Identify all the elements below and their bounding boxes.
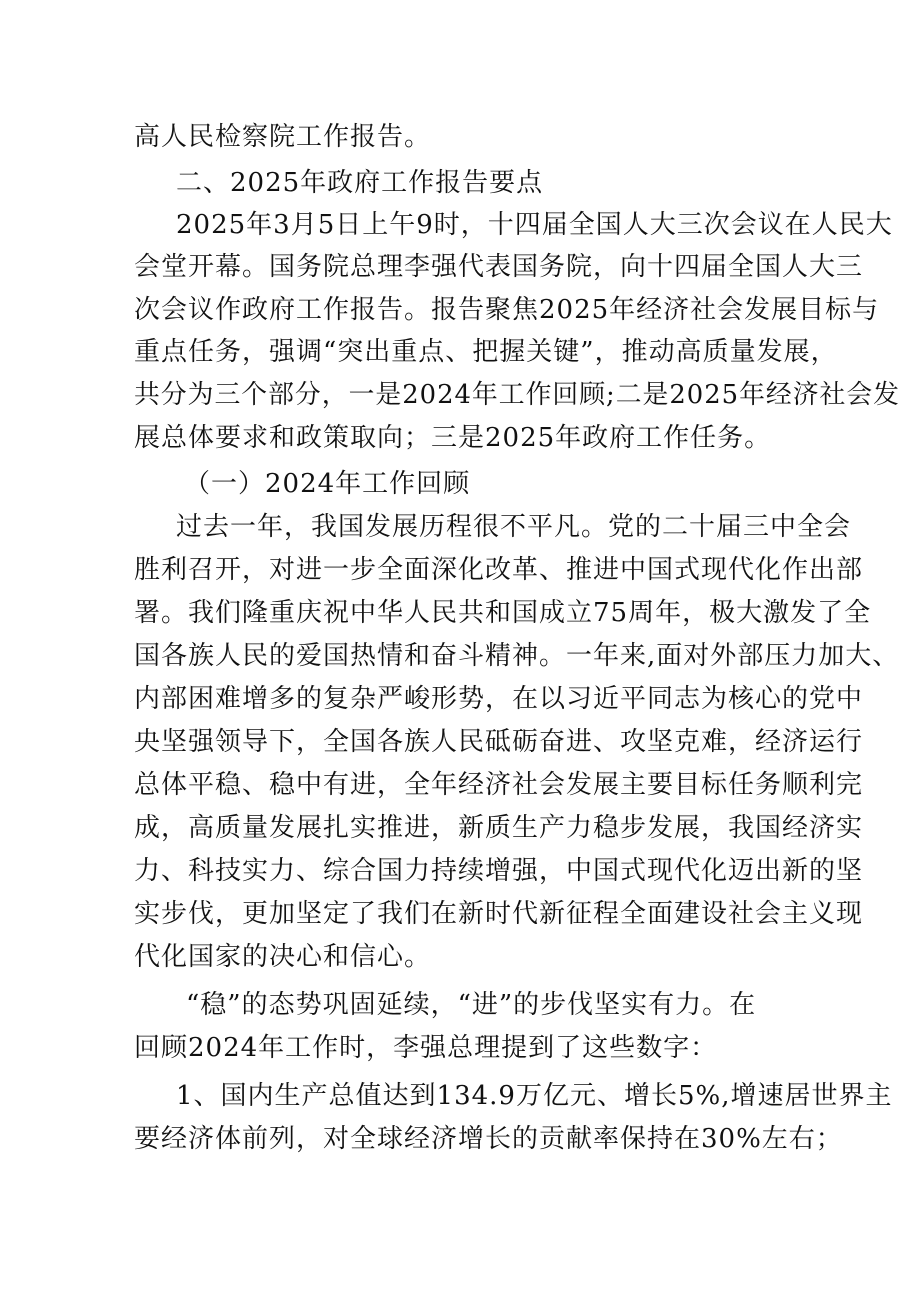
text-line: 过去一年，我国发展历程很不平凡。党的二十届三中全会 [176,512,852,542]
text-line: 力、科技实力、综合国力持续增强，中国式现代化迈出新的坚 [134,856,864,886]
text-line: 成，高质量发展扎实推进，新质生产力稳步发展，我国经济实 [134,813,864,843]
subsection-heading: （一）2024年工作回顾 [184,469,471,499]
text-line: 回顾2024年工作时，李强总理提到了这些数字： [134,1033,718,1063]
text-line: 会堂开幕。国务院总理李强代表国务院，向十四届全国人大三 [134,252,864,282]
text-line: 胜利召开，对进一步全面深化改革、推进中国式现代化作出部 [134,555,864,585]
text-line: 内部困难增多的复杂严峻形势，在以习近平同志为核心的党中 [134,684,864,714]
text-line: 次会议作政府工作报告。报告聚焦2025年经济社会发展目标与 [134,295,880,325]
text-line: 2025年3月5日上午9时，十四届全国人大三次会议在人民大 [176,210,893,240]
text-line: 实步伐，更加坚定了我们在新时代新征程全面建设社会主义现 [134,899,864,929]
text-line: 共分为三个部分，一是2024年工作回顾;二是2025年经济社会发 [134,380,901,410]
text-line: 国各族人民的爱国热情和奋斗精神。一年来,面对外部压力加大、 [134,641,900,671]
text-line: 高人民检察院工作报告。 [134,122,432,152]
list-item: 1、国内生产总值达到134.9万亿元、增长5%,增速居世界主 [176,1081,893,1111]
text-line: 央坚强领导下，全国各族人民砥砺奋进、攻坚克难，经济运行 [134,727,864,757]
section-heading: 二、2025年政府工作报告要点 [176,168,544,198]
text-line: 重点任务，强调“突出重点、把握关键”，推动高质量发展， [134,337,838,367]
text-line: 署。我们隆重庆祝中华人民共和国成立75周年，极大激发了全 [134,598,872,628]
list-item: 要经济体前列，对全球经济增长的贡献率保持在30%左右； [134,1124,843,1154]
text-line: 代化国家的决心和信心。 [134,942,432,972]
text-line: 展总体要求和政策取向；三是2025年政府工作任务。 [134,423,772,453]
text-line: “稳”的态势巩固延续，“进”的步伐坚实有力。在 [186,990,757,1020]
text-line: 总体平稳、稳中有进，全年经济社会发展主要目标任务顺利完 [134,770,864,800]
